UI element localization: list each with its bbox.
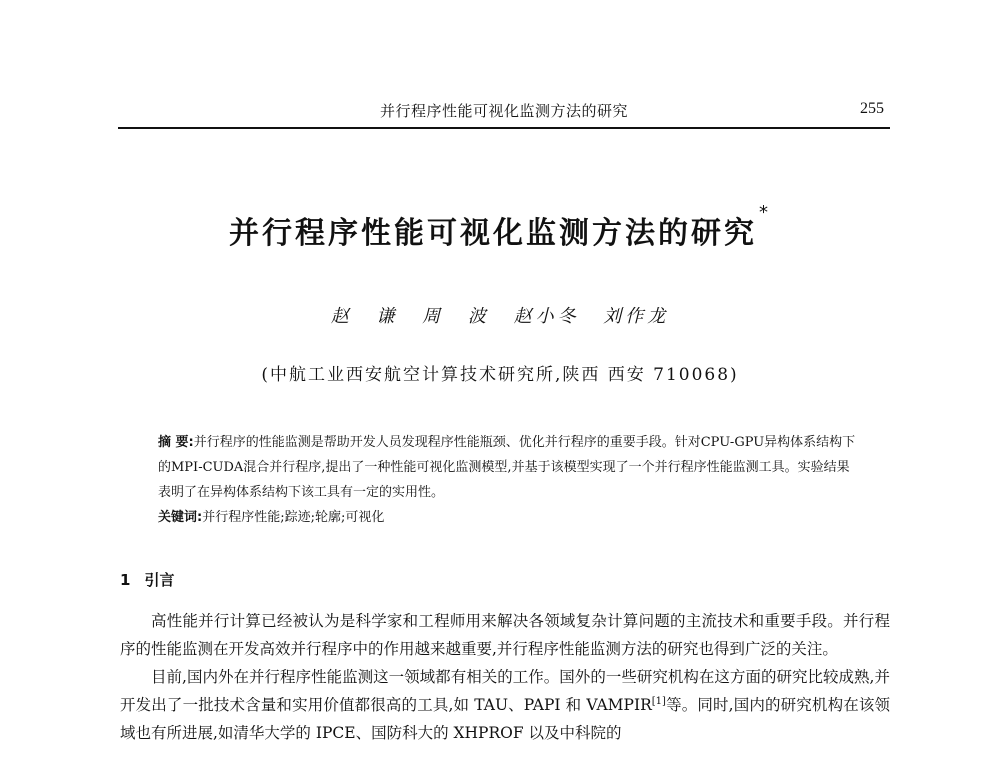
body-paragraph-1: 高性能并行计算已经被认为是科学家和工程师用来解决各领域复杂计算问题的主流技术和重要手段。并行程序的性能监测在开发高效并行程序中的作用越来越重要,并行程序性能监测方法的研究也得到广泛的关注。 [120,612,890,658]
keywords-paragraph [158,505,862,530]
title-footnote-mark: * [759,202,771,223]
section-heading [120,569,174,590]
keywords-text: 并行程序性能;踪迹;轮廓;可视化 [202,510,385,525]
abstract-label: 摘 要: [158,435,194,450]
running-title: 并行程序性能可视化监测方法的研究 [379,102,628,120]
paper-title [0,202,1000,252]
citation-reference: [1] [651,695,666,707]
paper-title-text: 并行程序性能可视化监测方法的研究 [229,216,757,251]
section-number: 1 [120,571,131,589]
abstract-text: 并行程序的性能监测是帮助开发人员发现程序性能瓶颈、优化并行程序的重要手段。针对CPU-GPU异构体系结构下的MPI-CUDA混合并行程序,提出了一种性能可视化监测模型,并基于该模型实现了一个并行程序性能监测工具。实验结果表明了在异构体系结构下该工具有一定的实用性。 [158,435,856,500]
body-paragraph-2-start: 目前,国内外在并行程序性能监测这一领域都有相关的工作。国外的一些研究机构在这方面的研究比较成熟,并开发出了一批技术含量和实用价值都很高的工具,如 TAU、PAPI 和 VAMPIR [120,668,890,714]
abstract-block [158,430,862,530]
affiliation: (中航工业西安航空计算技术研究所,陕西 西安 710068) [261,365,739,385]
author-list: 赵 谦 周 波 赵小冬 刘作龙 [330,306,670,327]
body-paragraph-2-end: 等。同时,国内的研究机构在该领域也有所进展,如清华大学的 IPCE、国防科大的 XHPROF 以及中科院的 [120,696,890,742]
abstract-paragraph [158,430,862,505]
page-number: 255 [860,100,884,117]
header-rule [118,127,890,129]
keywords-label: 关键词: [158,510,203,525]
body-text [120,607,890,747]
running-header [118,100,890,126]
body-paragraph-2 [120,663,890,747]
section-title: 引言 [144,571,175,589]
